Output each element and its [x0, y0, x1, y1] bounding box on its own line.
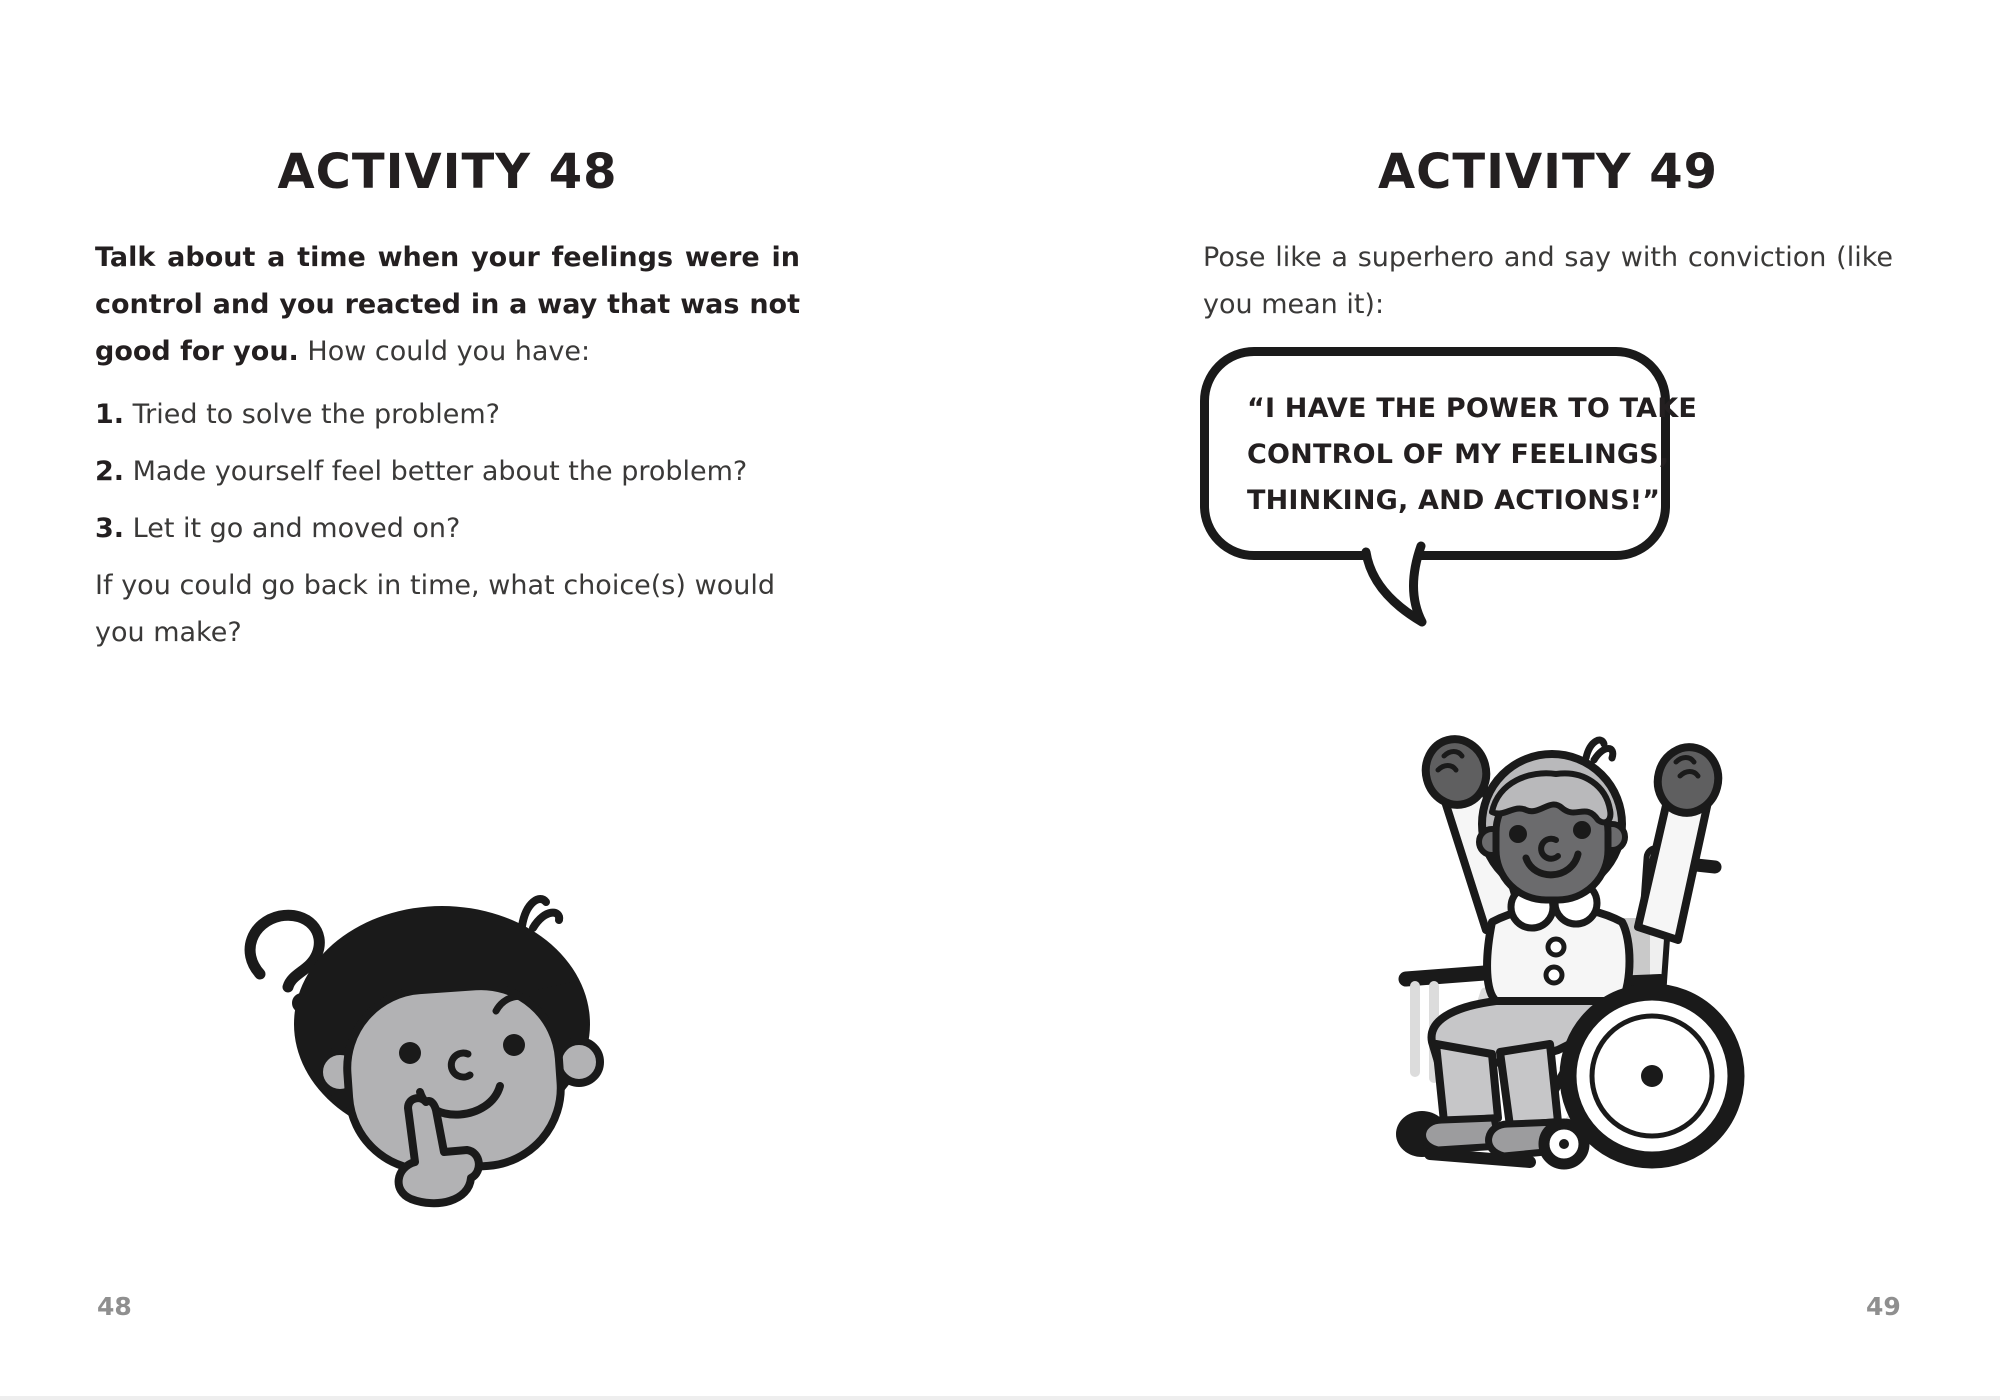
speech-bubble-tail	[1352, 538, 1472, 634]
page-number: 49	[1866, 1292, 1901, 1321]
list-item	[95, 505, 800, 552]
page-bottom-edge	[0, 1396, 2000, 1400]
activity-48-closing-question: If you could go back in time, what choice(s) would you make?	[95, 570, 775, 648]
button	[1546, 967, 1562, 983]
bubble-text-line: THINKING, AND ACTIONS!”	[1247, 485, 1661, 516]
speech-bubble	[1200, 347, 1697, 560]
cheering-child-wheelchair-illustration	[1380, 730, 1840, 1210]
activity-49-intro: Pose like a superhero and say with conviction (like you mean it):	[1203, 242, 1893, 320]
hair-cowlick	[522, 899, 559, 928]
pants-shin	[1500, 1044, 1558, 1126]
eye	[1509, 825, 1527, 843]
eye	[399, 1042, 421, 1064]
page-title: ACTIVITY 48	[277, 144, 618, 200]
eye	[503, 1034, 525, 1056]
face	[342, 981, 566, 1175]
list-text: Tried to solve the problem?	[132, 399, 500, 430]
right-page-column	[1203, 144, 1893, 344]
activity-48-intro	[95, 234, 800, 375]
footrest-bar	[1430, 1154, 1530, 1162]
list-number: 1.	[95, 399, 125, 430]
bubble-text-line: CONTROL OF MY FEELINGS,	[1247, 439, 1670, 470]
list-text: Let it go and moved on?	[132, 513, 461, 544]
list-item	[95, 448, 800, 495]
eye	[1573, 821, 1591, 839]
list-item	[95, 391, 800, 438]
intro-bold-text: Talk about a time when your feelings were in control and you reacted in a way that was not good for you.	[95, 242, 800, 367]
intro-regular-text: How could you have:	[307, 336, 591, 367]
page-title: ACTIVITY 49	[1378, 144, 1718, 200]
hair-sprig	[1586, 740, 1613, 760]
pants-shin	[1436, 1044, 1498, 1122]
page-number: 48	[97, 1292, 132, 1321]
rear-wheel-hub	[1641, 1065, 1663, 1087]
thinking-child-illustration	[230, 890, 610, 1220]
caster-wheel-hub	[1559, 1139, 1569, 1149]
bubble-text-line: “I HAVE THE POWER TO TAKE	[1247, 393, 1697, 424]
list-number: 3.	[95, 513, 125, 544]
left-page-column	[95, 144, 800, 672]
list-number: 2.	[95, 456, 125, 487]
button	[1548, 939, 1564, 955]
list-text: Made yourself feel better about the problem?	[132, 456, 748, 487]
ear	[558, 1041, 600, 1083]
